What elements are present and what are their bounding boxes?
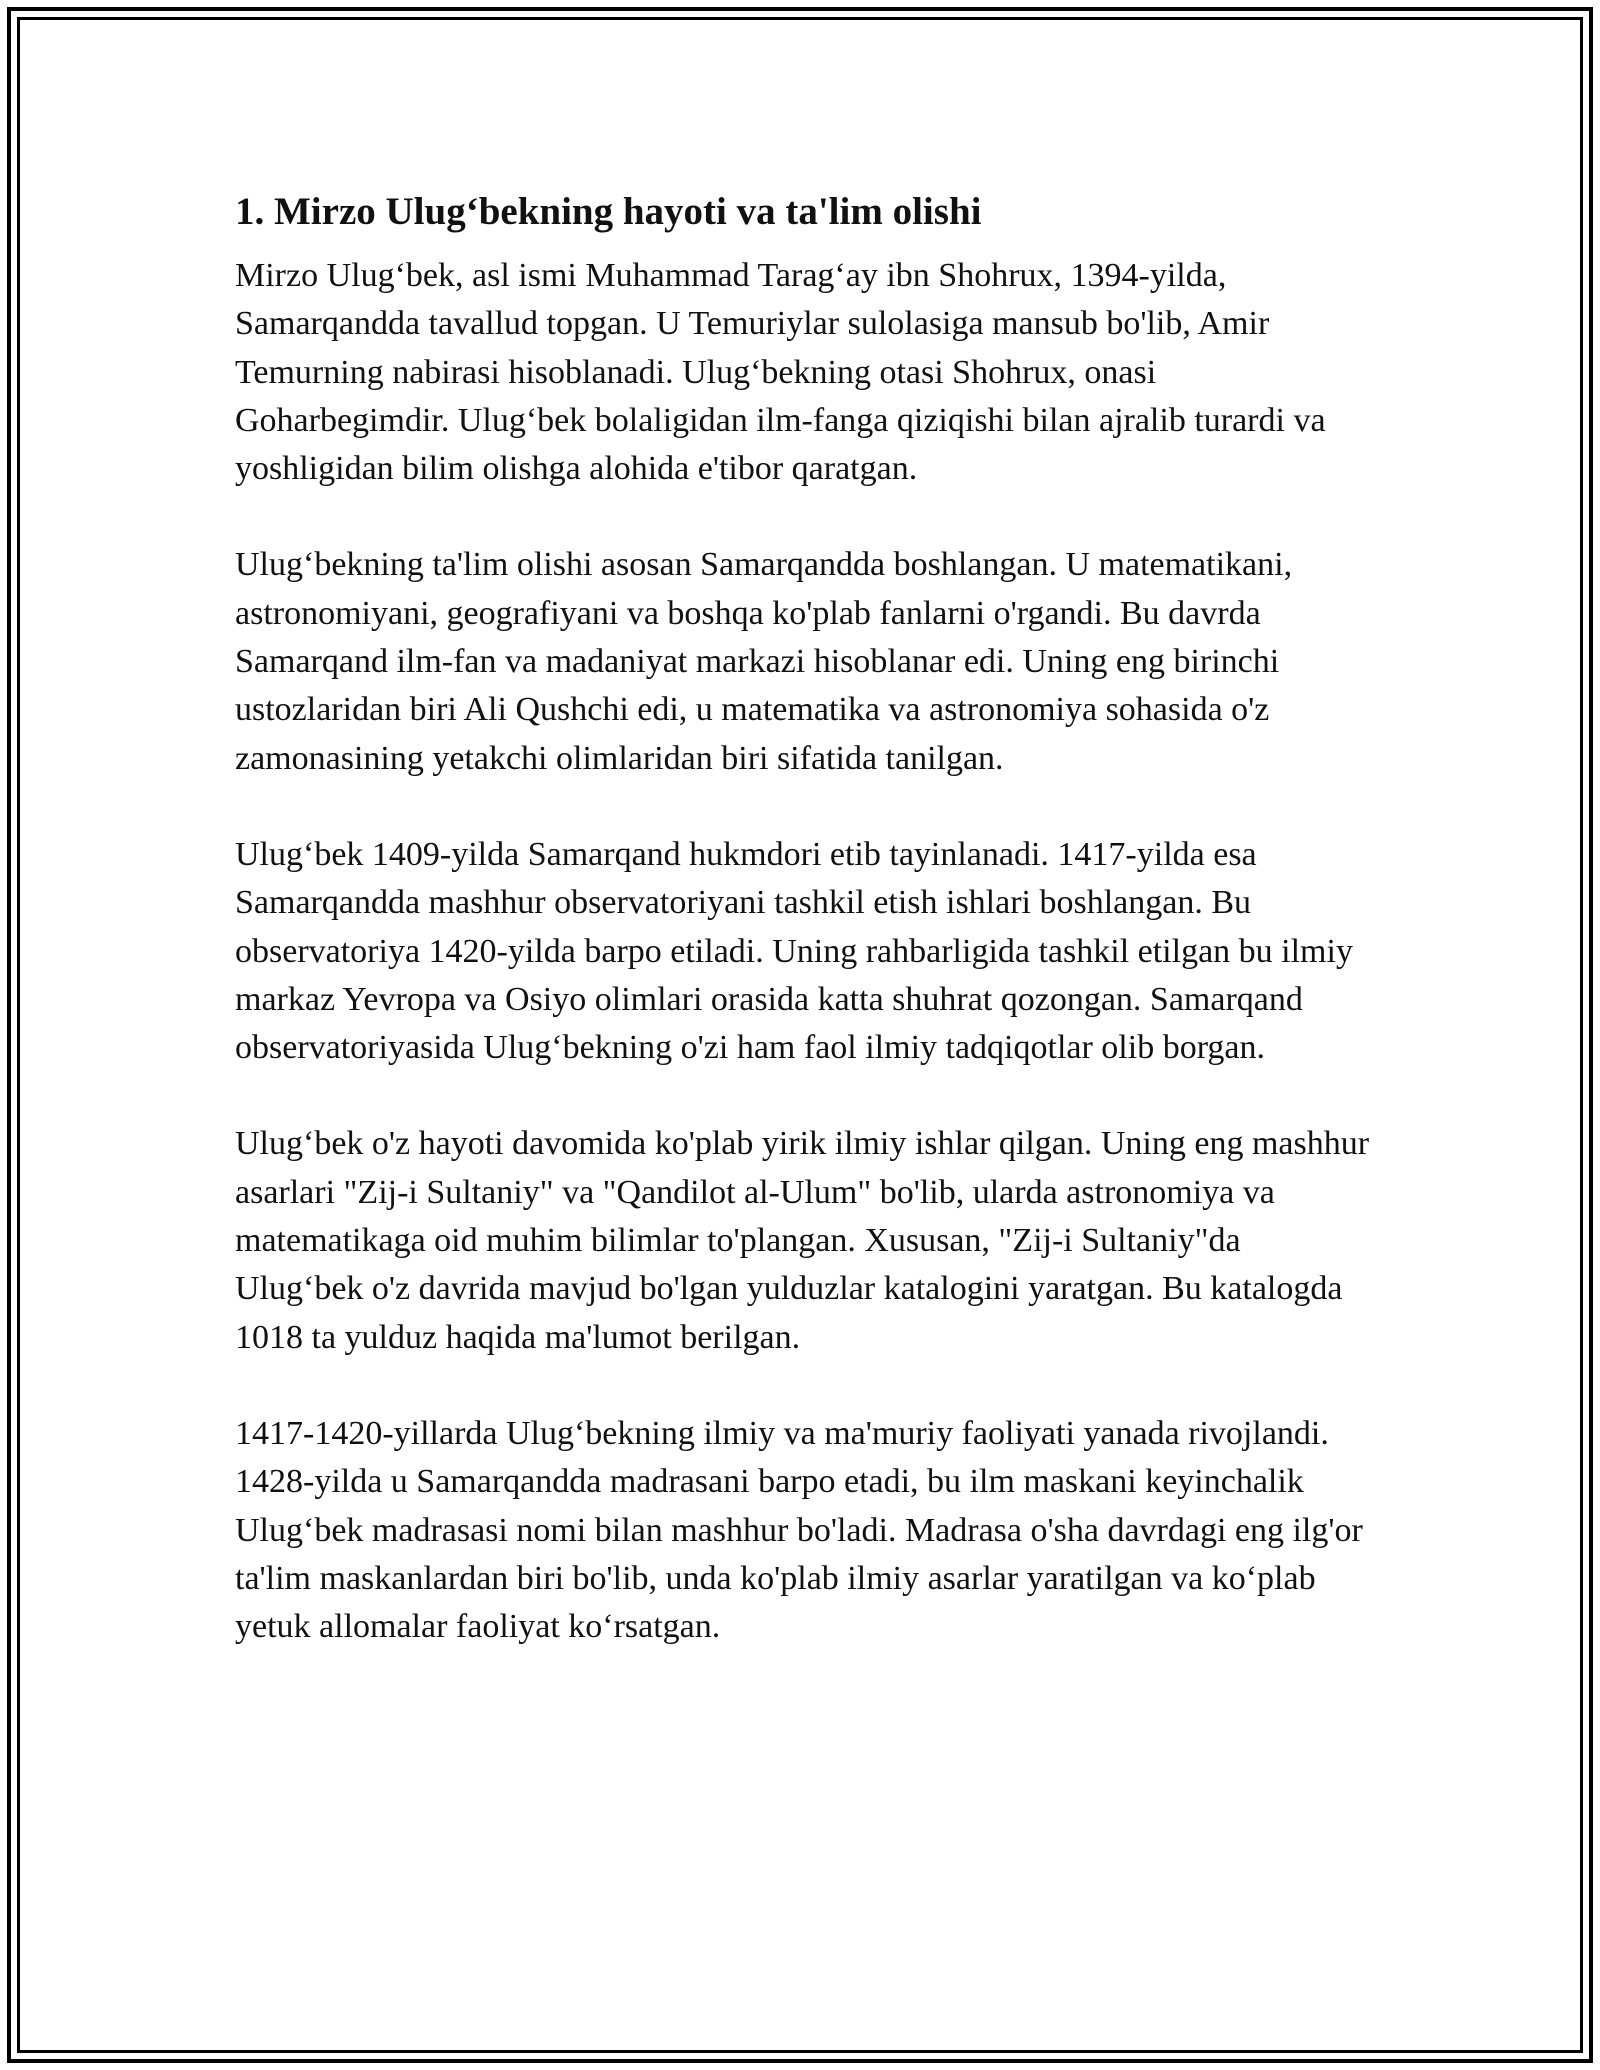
- document-body: [235, 182, 1370, 1651]
- paragraph-scientific-works: Ulug‘bek o'z hayoti davomida ko'plab yirik ilmiy ishlar qilgan. Uning eng mashhur asarlari "Zij-i Sultaniy" va "Qandilot al-Ulum" bo'lib, ularda astronomiya va matematikaga oid muhim bilimlar to'plangan. Xususan, "Zij-i Sultaniy"da Ulug‘bek o'z davrida mavjud bo'lgan yulduzlar katalogini yaratgan. Bu katalogda 1018 ta yulduz haqida ma'lumot berilgan.: [235, 1125, 1370, 1356]
- paragraph-observatory: Ulug‘bek 1409-yilda Samarqand hukmdori etib tayinlanadi. 1417-yilda esa Samarqandda mashhur observatoriyani tashkil etish ishlari boshlangan. Bu observatoriya 1420-yilda barpo etiladi. Uning rahbarligida tashkil etilgan bu ilmiy markaz Yevropa va Osiyo olimlari orasida katta shuhrat qozongan. Samarqand observatoriyasida Ulug‘bekning o'zi ham faol ilmiy tadqiqotlar olib borgan.: [235, 835, 1353, 1067]
- paragraph-education: Ulug‘bekning ta'lim olishi asosan Samarqandda boshlangan. U matematikani, astronomiyani, geografiyani va boshqa ko'plab fanlarni o'rgandi. Bu davrda Samarqand ilm-fan va madaniyat markazi hisoblanar edi. Uning eng birinchi ustozlaridan biri Ali Qushchi edi, u matematika va astronomiya sohasida o'z zamonasining yetakchi olimlaridan biri sifatida tanilgan.: [235, 546, 1293, 777]
- paragraph-birth-and-family: Mirzo Ulug‘bek, asl ismi Muhammad Tarag‘ay ibn Shohrux, 1394-yilda, Samarqandda tavallud topgan. U Temuriylar sulolasiga mansub bo'lib, Amir Temurning nabirasi hisoblanadi. Ulug‘bekning otasi Shohrux, onasi Goharbegimdir. Ulug‘bek bolaligidan ilm-fanga qiziqishi bilan ajralib turardi va yoshligidan bilim olishga alohida e'tibor qaratgan.: [235, 257, 1326, 488]
- section-heading: 1. Mirzo Ulug‘bekning hayoti va ta'lim olishi: [235, 190, 982, 233]
- paragraph-madrasa: 1417-1420-yillarda Ulug‘bekning ilmiy va ma'muriy faoliyati yanada rivojlandi. 1428-yilda u Samarqandda madrasani barpo etadi, bu ilm maskani keyinchalik Ulug‘bek madrasasi nomi bilan mashhur bo'ladi. Madrasa o'sha davrdagi eng ilg'or ta'lim maskanlardan biri bo'lib, unda ko'plab ilmiy asarlar yaratilgan va ko‘plab yetuk allomalar faoliyat ko‘rsatgan.: [235, 1414, 1363, 1646]
